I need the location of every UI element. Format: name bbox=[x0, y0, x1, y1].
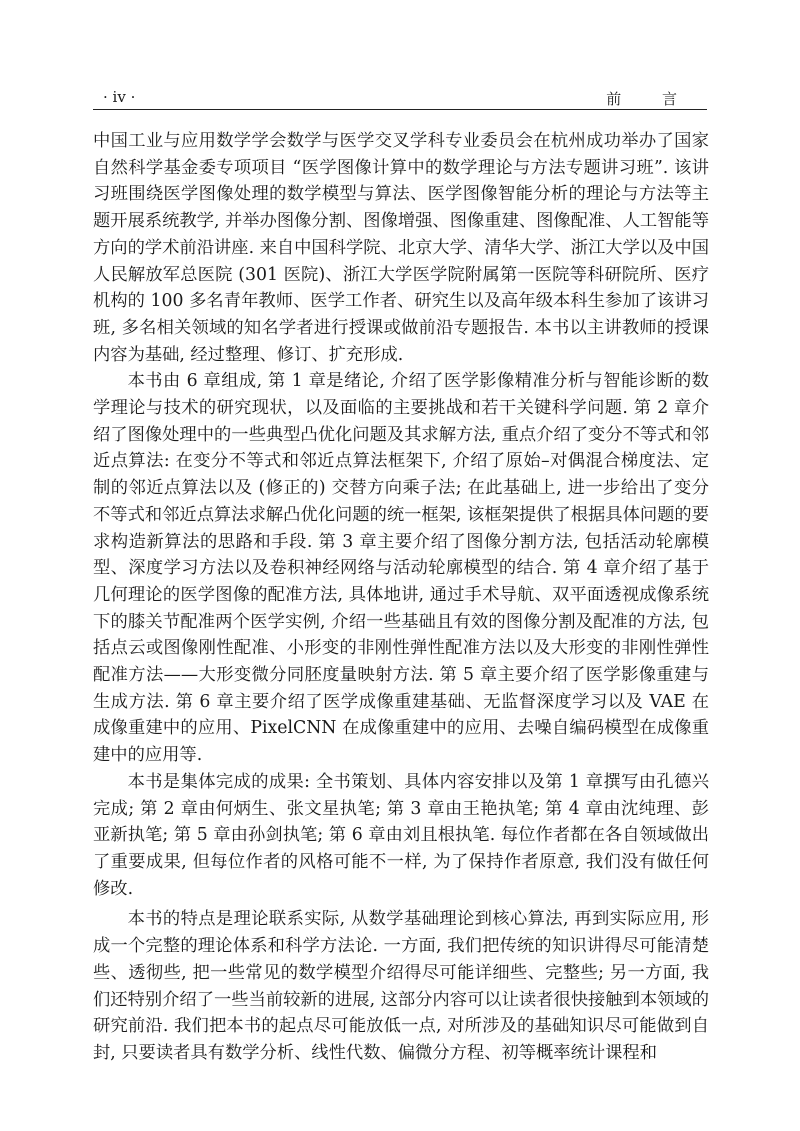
paragraph-4: 本书的特点是理论联系实际, 从数学基础理论到核心算法, 再到实际应用, 形成一个完整的理论体系和科学方法论. 一方面, 我们把传统的知识讲得尽可能清楚些、透彻些, 把一些常见的数学模型介绍得尽可能详细些、完整些; 另一方面, 我们还特别介绍了一些当前较新的进展, 这部分内容可以让读者很快接触到本领域的研究前沿. 我们把本书的起点尽可能放低一点, 对所涉及的基础知识尽可能做到自封, 只要读者具有数学分析、线性代数、偏微分方程、初等概率统计课程和 bbox=[93, 909, 709, 1063]
page-header bbox=[93, 86, 707, 108]
paragraph-2: 本书由 6 章组成, 第 1 章是绪论, 介绍了医学影像精准分析与智能诊断的数学理论与技术的研究现状，以及面临的主要挑战和若干关键科学问题. 第 2 章介绍了图像处理中的一些典型凸优化问题及其求解方法, 重点介绍了变分不等式和邻近点算法: 在变分不等式和邻近点算法框架下, 介绍了原始–对偶混合梯度法、定制的邻近点算法以及 (修正的) 交替方向乘子法; 在此基础上, 进一步给出了变分不等式和邻近点算法求解凸优化问题的统一框架, 该框架提供了根据具体问题的要求构造新算法的思路和手段. 第 3 章主要介绍了图像分割方法, 包括活动轮廓模型、深度学习方法以及卷积神经网络与活动轮廓模型的结合. 第 4 章介绍了基于几何理论的医学图像的配准方法, 具体地讲, 通过手术导航、双平面透视成像系统下的膝关节配准两个医学实例, 介绍一些基础且有效的图像分割及配准的方法, 包括点云或图像刚性配准、小形变的非刚性弹性配准方法以及大形变的非刚性弹性配准方法——大形变微分同胚度量映射方法. 第 5 章主要介绍了医学影像重建与生成方法. 第 6 章主要介绍了医学成像重建基础、无监督深度学习以及 VAE 在成像重建中的应用、PixelCNN 在成像重建中的应用、去噪自编码模型在成像重建中的应用等. bbox=[93, 371, 709, 766]
page-number: · iv · bbox=[103, 88, 136, 106]
body-text bbox=[93, 128, 709, 1067]
header-rule bbox=[93, 109, 707, 110]
paragraph-1: 中国工业与应用数学学会数学与医学交叉学科专业委员会在杭州成功举办了国家自然科学基金委专项项目 “医学图像计算中的数学理论与方法专题讲习班”. 该讲习班围绕医学图像处理的数学模型与算法、医学图像智能分析的理论与方法等主题开展系统教学, 并举办图像分割、图像增强、图像重建、图像配准、人工智能等方向的学术前沿讲座. 来自中国科学院、北京大学、清华大学、浙江大学以及中国人民解放军总医院 (301 医院)、浙江大学医学院附属第一医院等科研院所、医疗机构的 100 多名青年教师、医学工作者、研究生以及高年级本科生参加了该讲习班, 多名相关领域的知名学者进行授课或做前沿专题报告. 本书以主讲教师的授课内容为基础, 经过整理、修订、扩充形成. bbox=[93, 131, 709, 365]
paragraph-3: 本书是集体完成的成果: 全书策划、具体内容安排以及第 1 章撰写由孔德兴完成; 第 2 章由何炳生、张文星执笔; 第 3 章由王艳执笔; 第 4 章由沈纯理、彭亚新执笔; 第 5 章由孙剑执笔; 第 6 章由刘且根执笔. 每位作者都在各自领域做出了重要成果, 但每位作者的风格可能不一样, 为了保持作者原意, 我们没有做任何修改. bbox=[93, 771, 709, 899]
section-title: 前 言 bbox=[606, 90, 695, 108]
